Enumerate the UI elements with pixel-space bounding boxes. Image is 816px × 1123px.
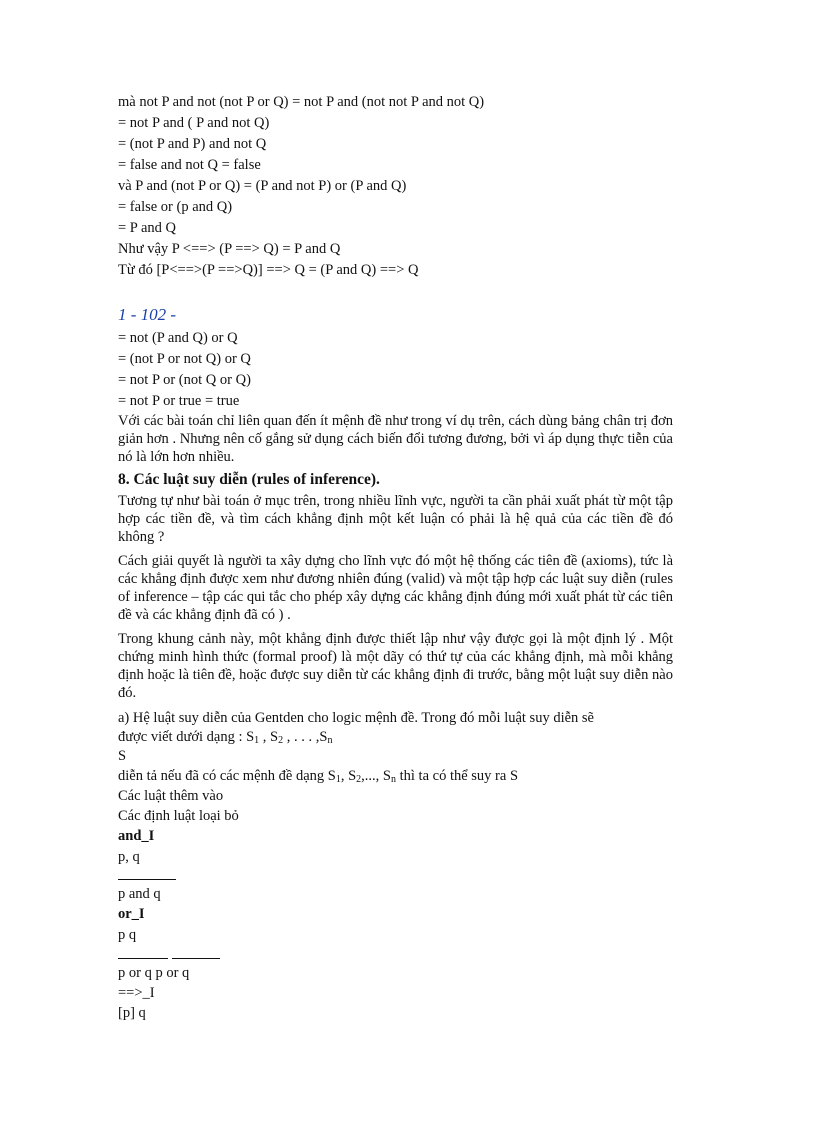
subscript: n [390, 774, 396, 785]
text-line: = (not P or not Q) or Q [118, 351, 251, 367]
description-text: , S [340, 768, 357, 784]
paragraph-intro: Tương tự như bài toán ở mục trên, trong nhiều lĩnh vực, người ta cần phải xuất phát từ một tập hợp các tiền đề, và tìm cách khẳng định một kết luận có phải là hệ quả của các tiền đề đó không ? [118, 493, 673, 545]
subscript: n [327, 735, 333, 746]
text-line: = not P or (not Q or Q) [118, 372, 251, 388]
text-line: = P and Q [118, 220, 176, 236]
description-text: thì ta có thể suy ra S [395, 768, 519, 784]
text-line: = false and not Q = false [118, 157, 261, 173]
rule-name-implies-i: ==>_I [118, 985, 155, 1001]
subscript: 2 [278, 735, 284, 746]
rules-remove-heading: Các định luật loại bỏ [118, 808, 239, 824]
text-line: = not (P and Q) or Q [118, 330, 238, 346]
gentzen-text: , S [259, 729, 279, 745]
paragraph-truth-table: Với các bài toán chỉ liên quan đến ít mệnh đề như trong ví dụ trên, cách dùng bảng chân trị đơn giản hơn . Nhưng nên cố gắng sử dụng cách biến đổi tương đương, bởi vì áp dụng thực tiễn của nó là lớn hơn nhiều. [118, 413, 673, 465]
text-line: = not P or true = true [118, 393, 240, 409]
inference-line [172, 958, 220, 959]
description-text: ,..., S [361, 768, 391, 784]
paragraph-gentzen-line2 [118, 728, 332, 746]
rule-name-or-i: or_I [118, 906, 145, 922]
subscript: 1 [335, 774, 341, 785]
rule-premise-or-i: p q [118, 927, 137, 943]
paragraph-gentzen-line1: a) Hệ luật suy diễn của Gentden cho logic mệnh đề. Trong đó mỗi luật suy diễn sẽ [118, 710, 594, 726]
rule-premise-and-i: p, q [118, 849, 140, 865]
subscript: 1 [254, 735, 260, 746]
gentzen-text: , . . . ,S [283, 729, 328, 745]
subscript: 2 [356, 774, 362, 785]
rules-add-heading: Các luật thêm vào [118, 788, 224, 804]
text-line: = false or (p and Q) [118, 199, 233, 215]
rule-premise-implies-i: [p] q [118, 1005, 146, 1021]
inference-line [118, 879, 176, 880]
description-line [118, 767, 518, 785]
conclusion-s: S [118, 748, 127, 764]
rule-conclusion-and-i: p and q [118, 886, 161, 902]
exercise-number: 1 - 102 - [118, 305, 177, 324]
text-line: = (not P and P) and not Q [118, 136, 267, 152]
text-line: Từ đó [P<==>(P ==>Q)] ==> Q = (P and Q) ==> Q [118, 262, 419, 278]
paragraph-proof: Trong khung cảnh này, một khẳng định được thiết lập như vậy được gọi là một định lý . Một chứng minh hình thức (formal proof) là một dãy có thứ tự của các khẳng định, mà mỗi khẳng định hoặc là tiên đề, hoặc được suy diễn từ các khẳng định đi trước, bằng một luật suy diễn nào đó. [118, 631, 673, 701]
description-text: diễn tả nếu đã có các mệnh đề dạng S [118, 768, 336, 784]
text-line: và P and (not P or Q) = (P and not P) or (P and Q) [118, 178, 407, 194]
text-line: = not P and ( P and not Q) [118, 115, 270, 131]
rule-name-and-i: and_I [118, 828, 155, 844]
text-line: mà not P and not (not P or Q) = not P and (not not P and not Q) [118, 94, 485, 110]
rule-conclusion-or-i: p or q p or q [118, 965, 190, 981]
gentzen-text: được viết dưới dạng : S [118, 729, 255, 745]
paragraph-axioms: Cách giải quyết là người ta xây dựng cho lĩnh vực đó một hệ thống các tiên đề (axioms), tức là các khẳng định được xem như đương nhiên đúng (valid) và một tập hợp các luật suy diễn (rules of inference – tập các qui tắc cho phép xây dựng các khẳng định đúng mới xuất phát từ các tiên đề và các khẳng định đã có ) . [118, 553, 673, 623]
section-heading: 8. Các luật suy diễn (rules of inference). [118, 471, 380, 488]
inference-line [118, 958, 168, 959]
text-line: Như vậy P <==> (P ==> Q) = P and Q [118, 241, 341, 257]
